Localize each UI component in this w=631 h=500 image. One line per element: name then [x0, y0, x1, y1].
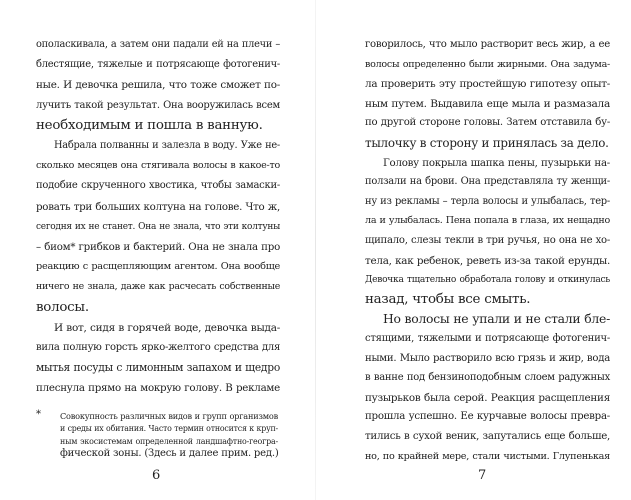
text-line: говорилось, что мыло растворит весь жир, а ее — [365, 39, 610, 50]
text-line: пузырьков была серой. Реакция расщепления — [365, 391, 610, 404]
text-line: блестящие, тяжелые и потрясающе фотогенич- — [36, 59, 280, 71]
text-line: Набрала полванны и залезла в воду. Уже не- — [54, 140, 280, 151]
text-line: необходимым и пошла в ванную. — [36, 117, 263, 133]
footnote-marker: * — [36, 409, 41, 420]
text-line: волосы определенно были жирными. Она задума- — [365, 58, 610, 70]
text-line: Но волосы не упали и не стали бле- — [383, 312, 610, 327]
text-line: тились в сухой веник, запутались еще больше, — [365, 431, 610, 442]
footnote-line: фической зоны. (Здесь и далее прим. ред.) — [60, 448, 279, 460]
text-line: реакцию с расщепляющим агентом. Она вообще — [36, 261, 280, 273]
text-line: но, по крайней мере, стали чистыми. Глупенькая — [365, 450, 610, 462]
text-line: ополаскивала, а затем они падали ей на плечи – — [36, 39, 280, 50]
page-number: 7 — [478, 468, 487, 483]
text-line: волосы. — [36, 299, 89, 315]
text-line: И вот, сидя в горячей воде, девочка выда- — [54, 321, 280, 334]
text-line: ровать три больших колтуна на голове. Что ж, — [36, 200, 280, 213]
text-line: мытья посуды с лимонным запахом и щедро — [36, 361, 280, 375]
text-line: подобие скрученного хвостика, чтобы замаски- — [36, 180, 280, 192]
text-line: – биом* грибков и бактерий. Она не знала про — [36, 241, 280, 253]
text-line: тела, как ребенок, реветь из-за такой ерунды. — [365, 254, 610, 267]
text-line: сегодня их не станет. Она не знала, что эти колтуны — [36, 221, 280, 232]
text-line: ползали на брови. Она представляла ту женщи- — [365, 176, 610, 188]
text-line: ничего не знала, даже как расчесать собственные — [36, 281, 280, 293]
text-line: в ванне под бензиноподобным слоем радужных — [365, 372, 610, 384]
footnote-line: и среды их обитания. Часто термин относится к круп- — [60, 423, 278, 433]
footnote-line: ным экосистемам определенной ландшафтно-геогра- — [60, 436, 278, 446]
text-line: прошла успешно. Ее курчавые волосы превра- — [365, 411, 610, 423]
text-line: ла проверить эту простейшую гипотезу опыт- — [365, 78, 610, 91]
text-line: ну из рекламы – терла волосы и улыбалась, тер- — [365, 195, 610, 207]
footnote-line: Совокупность различных видов и групп организмов — [60, 411, 278, 421]
text-line: тылочку в сторону и принялась за дело. — [365, 136, 609, 150]
text-line: плеснула прямо на мокрую голову. В рекламе — [36, 382, 280, 395]
text-line: Голову покрыла шапка пены, пузырьки на- — [383, 156, 610, 169]
text-line: лучить такой результат. Она вооружилась всем — [36, 99, 280, 111]
text-line: ными. Мыло растворило всю грязь и жир, вода — [365, 352, 610, 364]
text-line: ные. И девочка решила, что тоже сможет по- — [36, 79, 280, 92]
page-number: 6 — [152, 468, 161, 483]
left-page — [0, 0, 315, 500]
text-line: ла и улыбалась. Пена попала в глаза, их нещадно — [365, 215, 610, 227]
text-line: вила полную горсть ярко-желтого средства для — [36, 342, 280, 353]
text-line: щипало, слезы текли в три ручья, но она не хо- — [365, 235, 610, 246]
text-line: по другой стороне головы. Затем отставила бу- — [365, 117, 610, 129]
text-line: стящими, тяжелыми и потрясающе фотогенич- — [365, 333, 610, 344]
right-page — [316, 0, 631, 500]
text-line: назад, чтобы все смыть. — [365, 291, 531, 307]
text-line: ным путем. Выдавила еще мыла и размазала — [365, 97, 610, 110]
text-line: сколько месяцев она стягивала волосы в какое-то — [36, 160, 280, 172]
text-line: Девочка тщательно обработала голову и откинулась — [365, 275, 610, 286]
